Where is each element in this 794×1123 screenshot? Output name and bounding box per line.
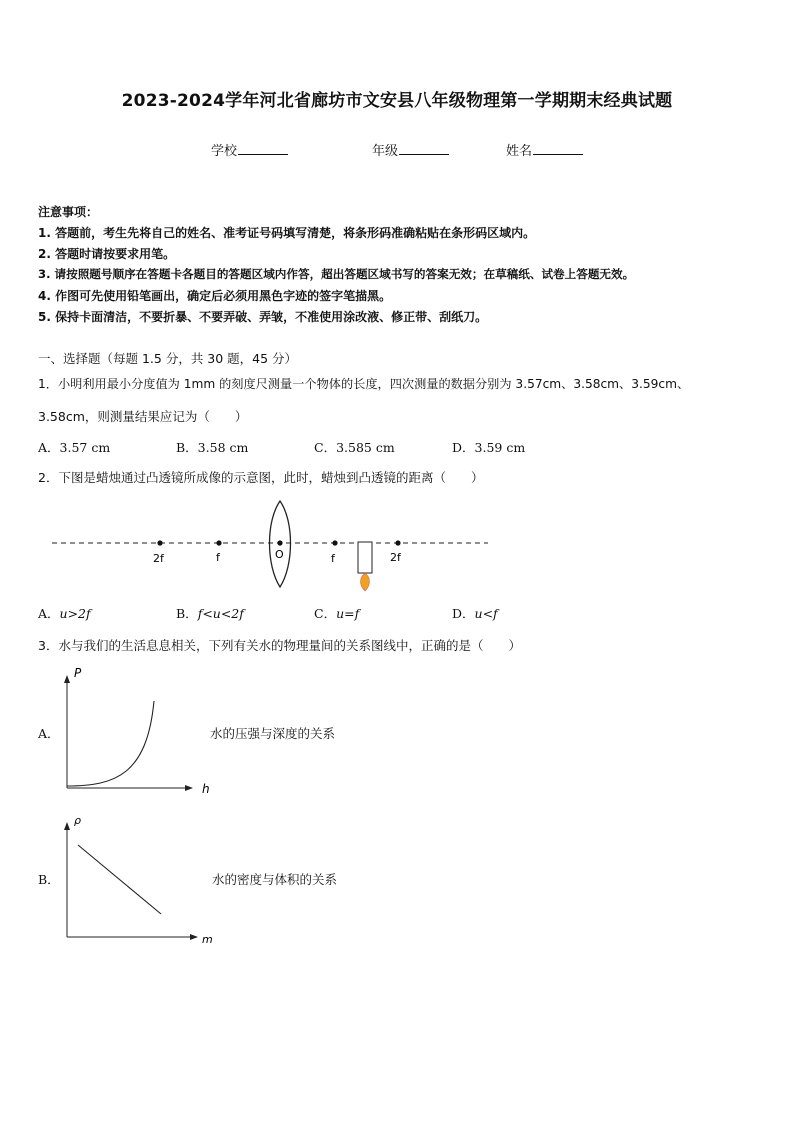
section-heading: 一、选择题（每题 1.5 分，共 30 题，45 分） [38,351,298,366]
notice-item: 5. 保持卡面清洁，不要折暴、不要弄破、弄皱，不准使用涂改液、修正带、刮纸刀。 [38,310,488,324]
notice-item: 3. 请按照题号顺序在答题卡各题目的答题区域内作答，超出答题区域书写的答案无效；在草稿纸、试卷上答题无效。 [38,267,635,281]
school-label: 学校 [211,144,238,159]
point-2f-left [157,540,162,545]
q3-option-a[interactable]: A． [38,726,60,741]
question-2-text: 2．下图是蜡烛通过凸透镜所成像的示意图，此时，蜡烛到凸透镜的距离（ ） [38,470,484,485]
question-3-text: 3．水与我们的生活息息相关，下列有关水的物理量间的关系图线中，正确的是（ ） [38,638,521,653]
point-f-left [216,540,221,545]
page-title: 2023-2024学年河北省廊坊市文安县八年级物理第一学期期末经典试题 [121,91,673,111]
graph-b-caption: 水的密度与体积的关系 [212,872,338,887]
lens-diagram [0,495,794,600]
grade-field [372,140,449,159]
point-2f-right [395,540,400,545]
graph-a-y-label: P [74,666,82,680]
notice-item: 4. 作图可先使用铅笔画出，确定后必须用黑色字迹的签字笔描黑。 [38,289,392,303]
graph-a-pressure-depth [55,665,225,800]
q1-option-a[interactable]: A．3.57 cm [38,440,111,455]
graph-b-x-label: m [202,933,213,946]
graph-b-line [78,845,161,914]
graph-b-y-label: ρ [74,814,81,827]
question-1-text: 1．小明利用最小分度值为 1mm 的刻度尺测量一个物体的长度，四次测量的数据分别为 3.57cm、3.58cm、3.59cm、 [38,377,690,391]
q2-option-c[interactable]: C．u=f [314,606,360,621]
grade-label: 年级 [372,144,399,159]
q2-option-b[interactable]: B．f<u<2f [176,606,244,621]
graph-a-y-arrow-icon [64,675,70,683]
q1-option-b[interactable]: B．3.58 cm [176,440,249,455]
notice-item: 2. 答题时请按要求用笔。 [38,247,176,261]
graph-a-caption: 水的压强与深度的关系 [210,726,336,741]
label-2f-right: 2f [390,551,401,564]
name-blank[interactable] [533,142,583,155]
optical-center [277,540,282,545]
q2-option-d[interactable]: D．u<f [452,606,498,621]
label-2f-left: 2f [153,552,164,565]
notice-heading: 注意事项： [38,205,99,219]
grade-blank[interactable] [399,142,449,155]
graph-a-curve [67,701,154,786]
candle-body [358,542,372,573]
label-o: O [275,548,284,561]
graph-a-x-label: h [202,782,210,796]
name-label: 姓名 [506,144,533,159]
label-f-right: f [331,552,335,565]
q1-option-d[interactable]: D．3.59 cm [452,440,526,455]
graph-a-x-arrow-icon [185,785,193,791]
q3-option-b[interactable]: B． [38,872,60,887]
question-1-text-cont: 3.58cm，则测量结果应记为（ ） [38,409,248,424]
graph-b-x-arrow-icon [190,934,198,940]
q2-option-a[interactable]: A．u>2f [38,606,91,621]
graph-b-y-arrow-icon [64,822,70,830]
candle-flame-icon [361,573,370,591]
school-blank[interactable] [238,142,288,155]
notice-item: 1. 答题前，考生先将自己的姓名、准考证号码填写清楚，将条形码准确粘贴在条形码区域内。 [38,226,536,240]
school-field [211,140,288,159]
point-f-right [332,540,337,545]
label-f-left: f [216,551,220,564]
graph-b-density-volume [55,812,225,947]
name-field [506,140,583,159]
q1-option-c[interactable]: C．3.585 cm [314,440,395,455]
